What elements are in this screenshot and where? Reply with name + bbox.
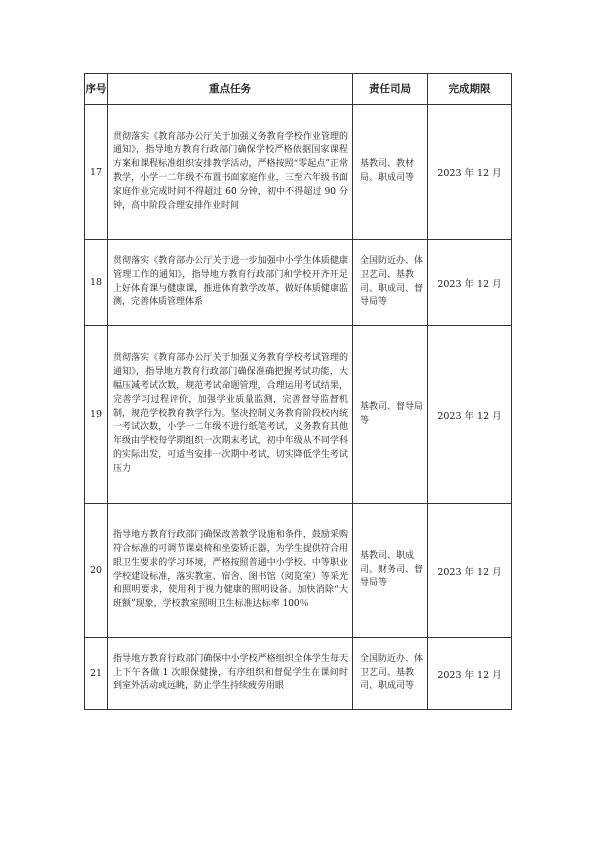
deadline-cell: 2023 年 12 月 — [428, 240, 512, 326]
table-header — [85, 74, 512, 105]
deadline-cell: 2023 年 12 月 — [428, 638, 512, 710]
header-no: 序号 — [85, 74, 108, 105]
dept-cell: 基教司、教材局、职成司等 — [353, 105, 428, 240]
table-row — [85, 638, 512, 710]
dept-cell: 基教司、督导局等 — [353, 326, 428, 504]
row-number: 21 — [85, 638, 108, 710]
row-number: 19 — [85, 326, 108, 504]
table-row — [85, 105, 512, 240]
task-cell: 指导地方教育行政部门确保改善教学设施和条件，鼓励采购符合标准的可调节课桌椅和坐姿矫正器，为学生提供符合用眼卫生要求的学习环境，严格按照普通中小学校、中等职业学校建设标准，落实教室、宿舍、图书馆（阅览室）等采光和照明要求，使用利于视力健康的照明设备。加快消除“大班额”现象，学校教室照明卫生标准达标率 100％ — [108, 504, 353, 638]
task-table — [84, 73, 512, 710]
deadline-cell: 2023 年 12 月 — [428, 326, 512, 504]
table-row — [85, 326, 512, 504]
header-row — [85, 74, 512, 105]
row-number: 20 — [85, 504, 108, 638]
header-task: 重点任务 — [108, 74, 353, 105]
dept-cell: 全国防近办、体卫艺司、基教司、职成司、督导局等 — [353, 240, 428, 326]
task-cell: 贯彻落实《教育部办公厅关于加强义务教育学校考试管理的通知》，指导地方教育行政部门确保准确把握考试功能，大幅压减考试次数，规范考试命题管理，合理运用考试结果，完善学习过程评价，加强学业质量监测，完善督导监督机制，规范学校教育教学行为。坚决控制义务教育阶段校内统一考试次数，小学一二年级不进行纸笔考试，义务教育其他年级由学校每学期组织一次期末考试，初中年级从不同学科的实际出发，可适当安排一次期中考试，切实降低学生考试压力 — [108, 326, 353, 504]
task-cell: 贯彻落实《教育部办公厅关于进一步加强中小学生体质健康管理工作的通知》，指导地方教育行政部门和学校开齐开足上好体育课与健康课，推进体育教学改革，做好体质健康监测，完善体质管理体系 — [108, 240, 353, 326]
deadline-cell: 2023 年 12 月 — [428, 504, 512, 638]
deadline-cell: 2023 年 12 月 — [428, 105, 512, 240]
header-dept: 责任司局 — [353, 74, 428, 105]
table-row — [85, 240, 512, 326]
dept-cell: 基教司、职成司、财务司、督导局等 — [353, 504, 428, 638]
row-number: 18 — [85, 240, 108, 326]
row-number: 17 — [85, 105, 108, 240]
task-cell: 指导地方教育行政部门确保中小学校严格组织全体学生每天上下午各做 1 次眼保健操，有序组织和督促学生在课间时到室外活动或远眺，防止学生持续疲劳用眼 — [108, 638, 353, 710]
table-body — [85, 105, 512, 710]
task-cell: 贯彻落实《教育部办公厅关于加强义务教育学校作业管理的通知》，指导地方教育行政部门确保学校严格依据国家课程方案和课程标准组织安排教学活动，严格按照“零起点”正常教学，小学一二年级不布置书面家庭作业，三至六年级书面家庭作业完成时间不得超过 60 分钟，初中不得超过 90 分钟，高中阶段合理安排作业时间 — [108, 105, 353, 240]
header-deadline: 完成期限 — [428, 74, 512, 105]
table-row — [85, 504, 512, 638]
dept-cell: 全国防近办、体卫艺司、基教司、职成司等 — [353, 638, 428, 710]
